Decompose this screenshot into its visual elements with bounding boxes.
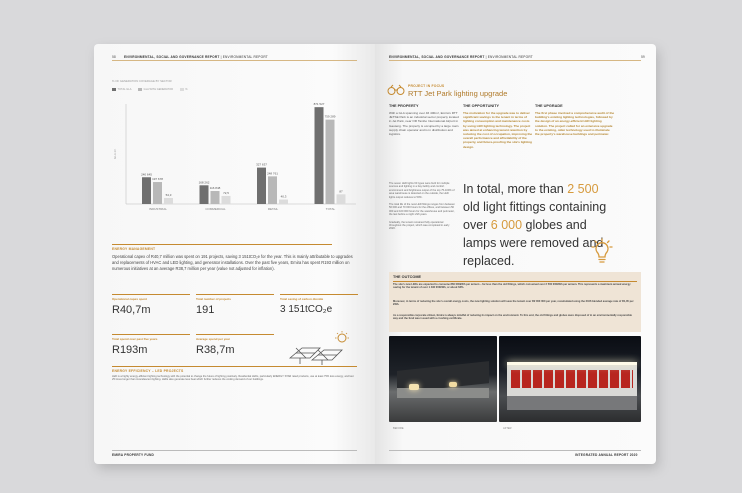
right-page xyxy=(375,44,656,464)
data-label-retail-2: 40,3 xyxy=(280,194,287,199)
left-header: ENVIRONMENTAL, SOCIAL AND GOVERNANCE REPORT | ENVIRONMENTAL REPORT xyxy=(124,55,268,59)
category-label-industrial: INDUSTRIAL xyxy=(149,207,167,211)
data-label-retail-0: 327 637 xyxy=(256,162,267,167)
col-property: THE PROPERTY With a GLA spanning over 46 400m², Emira’s RTT JETSE Park is an industrial sector property located in Jet Park, near OR Tambo International Airport in Gauteng. The property is occupied by a large main supply chain operator and is in distribution and logistics. xyxy=(389,104,459,137)
project-kicker: PROJECT IN FOCUS xyxy=(408,84,445,88)
stat-capex: Operational capex spent R40,7m xyxy=(112,296,151,316)
legend-gla-generator: GLA WITH GENERATOR xyxy=(138,88,173,91)
bar-total-1 xyxy=(326,120,335,204)
gla-bar-chart xyxy=(112,94,362,224)
after-photo xyxy=(499,336,641,422)
solar-panel-icon xyxy=(284,330,356,366)
left-page xyxy=(94,44,375,464)
data-label-retail-1: 248 761 xyxy=(267,171,278,176)
bar-retail-2 xyxy=(279,200,288,204)
legend-percent: % xyxy=(180,88,188,91)
legend-total-gla: TOTAL GLA xyxy=(112,88,131,91)
data-label-commercial-0: 168 262 xyxy=(198,180,210,185)
mid-text-column: The seven LED lights 60 types were built for multiple sources and lighting in a bay facility and comfort environment and brightness output of the top 75-100% of area warehouse is detected on the outside, the LED lights output reduces to 50%. The total life of the new LED fittings ranges from between 50 000 and 70 000 hours for the offices, and between 50 000 and 100 000 hours for the warehouse and perimeter, the last before a night shift years. Gradually, the tenant remained fully operational throughout the project, which was completed in early 2020. xyxy=(389,182,455,231)
category-label-total: TOTAL xyxy=(325,207,336,211)
energy-paragraph: Operational capex of R40,7 million was spent on 191 projects, saving 3 151tCO₂e for the year. This is mainly attributable to upgrades and replacements of HVAC and LED lighting, and generator installations. Over the past five years, Emira has spent R193 million on numerous initiatives at an average R38,7 million per year (value not adjusted for inflation). xyxy=(112,254,353,271)
lightbulb-icon xyxy=(587,236,617,266)
header-rule-right xyxy=(389,60,641,61)
data-label-total-1: 759 289 xyxy=(324,114,336,119)
bar-retail-1 xyxy=(268,176,277,204)
section-rule xyxy=(112,244,332,245)
data-label-total-2: 87 xyxy=(339,189,343,194)
binoculars-icon xyxy=(387,84,405,96)
data-label-commercial-1: 116 848 xyxy=(209,186,221,191)
open-report-spread xyxy=(94,44,656,464)
header-rule xyxy=(112,60,357,61)
bar-industrial-2 xyxy=(164,198,173,204)
chart-title: % OF GENERATION COVERAGE BY SECTOR xyxy=(112,79,172,83)
led-projects-heading: ENERGY EFFICIENCY – LED PROJECTS xyxy=(112,369,184,373)
outcome-box: THE OUTCOME The site’s new LEDs are expected to consume 860 000kWh per annum – far less than the old fittings, which consumed over 2 500 000kWh per annum. This represents a maximum annual energy saving for the tenant of over 1 490 000kWh, or about 63%. Moreover, in terms of reducing the site’s overall energy costs, the new lighting solution will save the tenant over R2 000 000 per year, recalculated using the 2106 blended average rate of R1,35 per kWh. As a responsible corporate citizen, Emira is always mindful of reducing its impact on the environment. To this end, the old fittings and globes were disposed of in an environmentally responsible way and the fund was issued with a crushing certificate. xyxy=(389,272,641,332)
project-title: RTT Jet Park lighting upgrade xyxy=(408,89,508,98)
bar-industrial-0 xyxy=(142,177,151,204)
data-label-industrial-2: 54,3 xyxy=(165,192,172,197)
energy-management-heading: ENERGY MANAGEMENT xyxy=(112,247,156,251)
bar-total-0 xyxy=(315,107,324,204)
right-footer: INTEGRATED ANNUAL REPORT 2020 xyxy=(575,453,638,457)
y-axis-label: GLA m² xyxy=(113,148,117,160)
led-rule xyxy=(112,366,357,367)
data-label-industrial-1: 197 678 xyxy=(152,177,163,182)
stat-carbon: Total saving of carbon dioxide 3 151tCO₂e xyxy=(280,296,333,315)
highlight-quote: In total, more than 2 500 old light fittings containing over 6 000 globes and lamps were removed and replaced. xyxy=(463,182,607,268)
page-number-left: 58 xyxy=(112,55,116,59)
page-number-right: 59 xyxy=(641,55,645,59)
stat-five-year: Total spend over past five years R193m xyxy=(112,336,158,356)
before-label: BEFORE xyxy=(393,427,404,430)
bar-retail-0 xyxy=(257,168,266,204)
left-footer: EMIRA PROPERTY FUND xyxy=(112,453,155,457)
right-header: ENVIRONMENTAL, SOCIAL AND GOVERNANCE REPORT | ENVIRONMENTAL REPORT xyxy=(389,55,533,59)
data-label-commercial-2: 72,5 xyxy=(223,190,229,195)
stat-projects: Total number of projects 191 xyxy=(196,296,231,316)
chart-legend xyxy=(112,88,194,91)
col-upgrade: THE UPGRADE The first phase involved a comprehensive audit of the building’s existing lighting technologies, followed by the design of an energy-efficient LED lighting solution. The project called for an extensive upgrade to the existing, older technology used to illuminate the property’s warehouse buildings and perimeter. xyxy=(535,104,615,137)
category-label-retail: RETAIL xyxy=(267,207,279,211)
category-label-commercial: COMMERCIAL xyxy=(205,207,226,211)
bar-commercial-0 xyxy=(200,185,209,204)
after-label: AFTER xyxy=(503,427,512,430)
data-label-total-0: 871 527 xyxy=(313,102,325,107)
bar-total-2 xyxy=(337,194,346,204)
bar-industrial-1 xyxy=(153,182,162,204)
bar-commercial-2 xyxy=(222,196,231,204)
led-paragraph: LED is a highly energy-efficient lighting technology with the potential to change the future of lighting positively. Residential LEDs, particularly ENERGY STAR rated products, use at least 75% less energy, and last 25 times longer than incandescent lighting. LEDs also generate less heat which further reduces the cooling demand of our buildings. xyxy=(112,375,354,382)
bar-commercial-1 xyxy=(211,191,220,204)
data-label-industrial-0: 240 645 xyxy=(141,172,152,177)
before-photo xyxy=(389,336,497,422)
stat-average: Average spend per year R38,7m xyxy=(196,336,235,356)
col-opportunity: THE OPPORTUNITY The motivation for the upgrade was to deliver significant savings to the tenant in terms of lighting consumption and maintenance costs by using LED lighting technology. The project was aimed at enhancing tenant retention by reducing the cost of occupation, improving the overall performance and affordability of the property, and future-proofing the site’s lighting design. xyxy=(463,104,533,149)
